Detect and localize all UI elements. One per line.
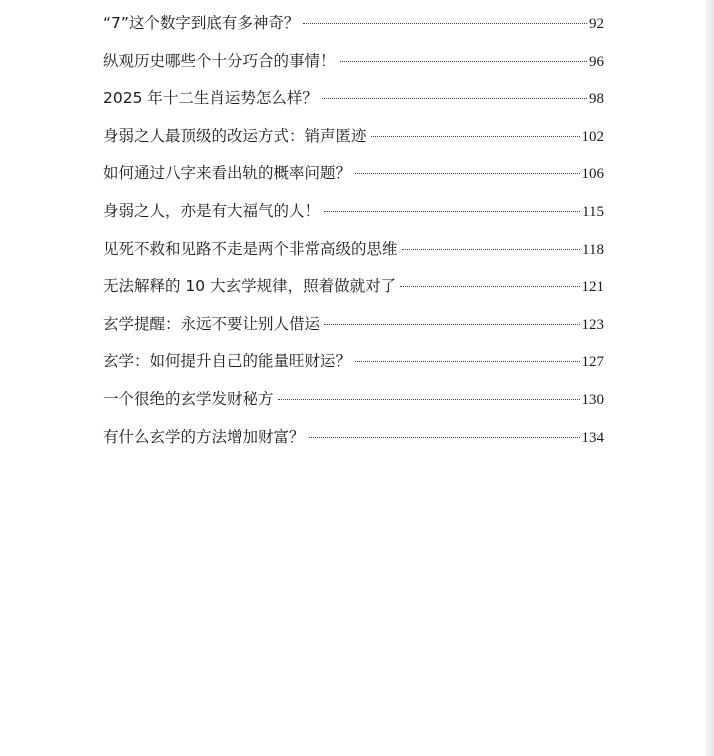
toc-entry[interactable] (103, 387, 604, 425)
toc-entry-page: 134 (581, 429, 604, 446)
toc-entry-title: “7”这个数字到底有多神奇？ (103, 14, 300, 32)
toc-entry[interactable] (103, 124, 604, 162)
toc-entry-title: 纵观历史哪些个十分巧合的事情！ (103, 51, 336, 70)
toc-entry-page: 92 (589, 16, 604, 32)
toc-entry-page: 130 (581, 391, 604, 408)
toc-entry-page: 96 (589, 53, 604, 70)
toc-leader-dots (355, 173, 579, 174)
toc-entry-page: 127 (581, 354, 604, 371)
toc-entry[interactable] (103, 199, 604, 237)
toc-entry[interactable] (103, 274, 604, 312)
toc-leader-dots (324, 324, 579, 325)
toc-leader-dots (278, 399, 580, 400)
toc-entry-title: 如何通过八字来看出轨的概率问题？ (103, 164, 352, 183)
toc-leader-dots (402, 249, 581, 250)
toc-entry-title: 玄学提醒：永远不要让别人借运 (103, 314, 321, 333)
toc-leader-dots (322, 98, 587, 99)
toc-leader-dots (371, 136, 580, 137)
toc-entry-page: 98 (589, 91, 604, 108)
toc-entry-title: 2025 年十二生肖运势怎么样？ (103, 89, 318, 108)
toc-entry-title: 一个很绝的玄学发财秘方 (103, 389, 274, 408)
toc-entry-title: 身弱之人，亦是有大福气的人！ (103, 201, 321, 220)
table-of-contents (103, 11, 604, 462)
toc-entry-title: 玄学：如何提升自己的能量旺财运？ (103, 352, 352, 371)
toc-entry-title: 见死不救和见路不走是两个非常高级的思维 (103, 239, 398, 258)
toc-leader-dots (355, 361, 579, 362)
toc-leader-dots (324, 211, 580, 212)
toc-entry[interactable] (103, 86, 604, 124)
toc-entry[interactable] (103, 349, 604, 387)
toc-leader-dots (400, 286, 579, 287)
toc-entry-title: 身弱之人最顶级的改运方式：销声匿迹 (103, 126, 367, 145)
toc-entry-page: 118 (582, 241, 604, 258)
toc-entry[interactable] (103, 11, 604, 49)
toc-entry[interactable] (103, 425, 604, 463)
toc-entry[interactable] (103, 312, 604, 350)
toc-entry-title: 无法解释的 10 大玄学规律，照着做就对了 (103, 277, 397, 296)
toc-entry-page: 123 (581, 316, 604, 333)
toc-entry-title: 有什么玄学的方法增加财富？ (103, 427, 305, 446)
toc-entry-page: 121 (581, 279, 604, 296)
toc-entry-page: 106 (581, 166, 604, 183)
toc-entry-page: 115 (582, 203, 604, 220)
toc-entry[interactable] (103, 161, 604, 199)
toc-leader-dots (340, 61, 587, 62)
toc-entry[interactable] (103, 237, 604, 275)
toc-entry[interactable] (103, 49, 604, 87)
toc-leader-dots (309, 437, 580, 438)
toc-leader-dots (303, 23, 587, 24)
toc-entry-page: 102 (581, 128, 604, 145)
page-edge-shadow (706, 0, 714, 756)
